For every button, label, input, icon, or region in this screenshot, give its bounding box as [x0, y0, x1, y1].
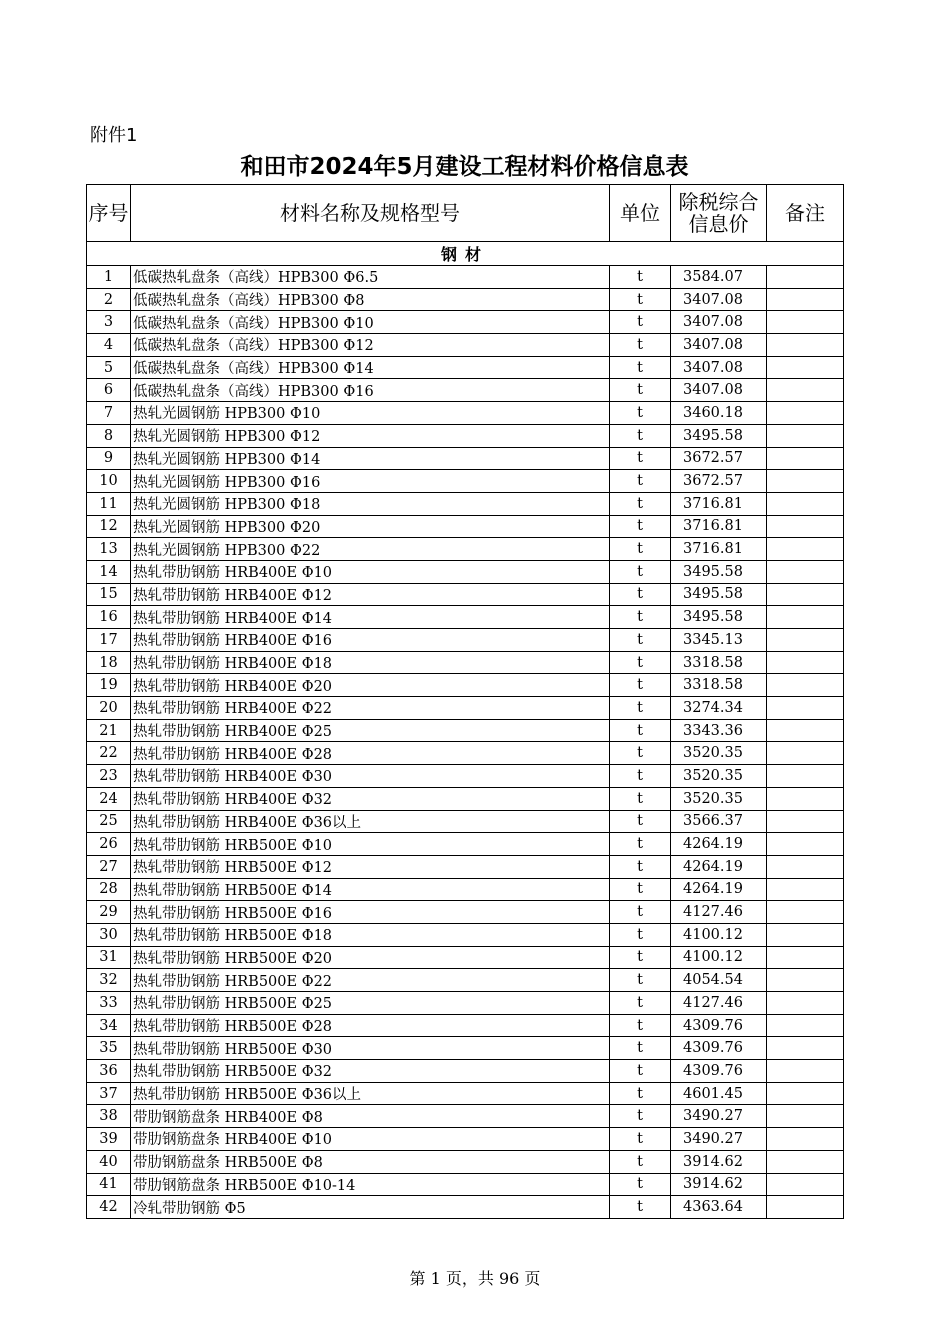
cell-no: 42 [87, 1196, 131, 1219]
cell-note [767, 1037, 844, 1060]
cell-no: 31 [87, 946, 131, 969]
cell-no: 2 [87, 288, 131, 311]
cell-price: 3914.62 [671, 1173, 767, 1196]
cell-unit: t [610, 719, 671, 742]
cell-unit: t [610, 379, 671, 402]
cell-name: 热轧光圆钢筋 HPB300 Φ12 [131, 424, 610, 447]
cell-name: 热轧光圆钢筋 HPB300 Φ16 [131, 470, 610, 493]
cell-unit: t [610, 833, 671, 856]
cell-unit: t [610, 1196, 671, 1219]
cell-unit: t [610, 606, 671, 629]
cell-unit: t [610, 356, 671, 379]
cell-name: 带肋钢筋盘条 HRB500E Φ10-14 [131, 1173, 610, 1196]
cell-note [767, 560, 844, 583]
table-row [87, 515, 844, 538]
cell-price: 3495.58 [671, 583, 767, 606]
cell-price: 3407.08 [671, 356, 767, 379]
cell-name: 热轧光圆钢筋 HPB300 Φ22 [131, 538, 610, 561]
cell-note [767, 629, 844, 652]
cell-unit: t [610, 1128, 671, 1151]
table-row [87, 560, 844, 583]
cell-name: 带肋钢筋盘条 HRB500E Φ8 [131, 1150, 610, 1173]
cell-price: 4127.46 [671, 901, 767, 924]
cell-note [767, 901, 844, 924]
cell-note [767, 1196, 844, 1219]
table-row [87, 946, 844, 969]
cell-note [767, 424, 844, 447]
cell-name: 热轧光圆钢筋 HPB300 Φ14 [131, 447, 610, 470]
cell-name: 热轧带肋钢筋 HRB500E Φ22 [131, 969, 610, 992]
header-note: 备注 [767, 185, 844, 242]
cell-unit: t [610, 538, 671, 561]
cell-no: 38 [87, 1105, 131, 1128]
cell-unit: t [610, 583, 671, 606]
cell-note [767, 742, 844, 765]
table-row [87, 969, 844, 992]
cell-no: 14 [87, 560, 131, 583]
cell-name: 热轧带肋钢筋 HRB500E Φ20 [131, 946, 610, 969]
cell-note [767, 833, 844, 856]
cell-name: 热轧光圆钢筋 HPB300 Φ18 [131, 492, 610, 515]
cell-no: 28 [87, 878, 131, 901]
cell-no: 30 [87, 923, 131, 946]
cell-no: 19 [87, 674, 131, 697]
cell-note [767, 1082, 844, 1105]
cell-name: 低碳热轧盘条（高线）HPB300 Φ12 [131, 334, 610, 357]
cell-price: 3495.58 [671, 560, 767, 583]
cell-name: 热轧带肋钢筋 HRB500E Φ32 [131, 1060, 610, 1083]
cell-note [767, 878, 844, 901]
cell-note [767, 855, 844, 878]
cell-name: 热轧带肋钢筋 HRB400E Φ10 [131, 560, 610, 583]
cell-unit: t [610, 492, 671, 515]
cell-note [767, 288, 844, 311]
cell-note [767, 1060, 844, 1083]
cell-name: 低碳热轧盘条（高线）HPB300 Φ16 [131, 379, 610, 402]
cell-price: 3274.34 [671, 697, 767, 720]
cell-note [767, 606, 844, 629]
cell-price: 3495.58 [671, 424, 767, 447]
cell-price: 4601.45 [671, 1082, 767, 1105]
table-row [87, 787, 844, 810]
cell-price: 3407.08 [671, 288, 767, 311]
cell-unit: t [610, 470, 671, 493]
cell-unit: t [610, 810, 671, 833]
cell-note [767, 651, 844, 674]
cell-unit: t [610, 765, 671, 788]
table-row [87, 674, 844, 697]
table-row [87, 810, 844, 833]
table-row [87, 470, 844, 493]
cell-name: 热轧带肋钢筋 HRB400E Φ22 [131, 697, 610, 720]
cell-price: 3566.37 [671, 810, 767, 833]
cell-no: 41 [87, 1173, 131, 1196]
cell-unit: t [610, 878, 671, 901]
table-row [87, 583, 844, 606]
cell-no: 8 [87, 424, 131, 447]
attachment-label: 附件1 [90, 125, 138, 146]
cell-price: 3520.35 [671, 765, 767, 788]
cell-name: 热轧带肋钢筋 HRB400E Φ28 [131, 742, 610, 765]
cell-note [767, 674, 844, 697]
table-row [87, 697, 844, 720]
cell-no: 37 [87, 1082, 131, 1105]
cell-unit: t [610, 560, 671, 583]
cell-unit: t [610, 424, 671, 447]
table-row [87, 651, 844, 674]
cell-price: 4309.76 [671, 1037, 767, 1060]
cell-price: 4264.19 [671, 833, 767, 856]
cell-no: 23 [87, 765, 131, 788]
cell-no: 29 [87, 901, 131, 924]
cell-unit: t [610, 1173, 671, 1196]
cell-no: 27 [87, 855, 131, 878]
cell-unit: t [610, 1060, 671, 1083]
cell-note [767, 492, 844, 515]
cell-name: 热轧光圆钢筋 HPB300 Φ10 [131, 402, 610, 425]
cell-price: 3490.27 [671, 1128, 767, 1151]
cell-price: 3407.08 [671, 311, 767, 334]
cell-note [767, 356, 844, 379]
cell-unit: t [610, 402, 671, 425]
cell-note [767, 765, 844, 788]
cell-name: 冷轧带肋钢筋 Φ5 [131, 1196, 610, 1219]
cell-unit: t [610, 651, 671, 674]
table-row [87, 1037, 844, 1060]
table-row [87, 719, 844, 742]
cell-unit: t [610, 1150, 671, 1173]
cell-unit: t [610, 946, 671, 969]
cell-unit: t [610, 311, 671, 334]
cell-unit: t [610, 288, 671, 311]
cell-name: 热轧带肋钢筋 HRB500E Φ36以上 [131, 1082, 610, 1105]
cell-unit: t [610, 923, 671, 946]
table-row [87, 1082, 844, 1105]
table-row [87, 379, 844, 402]
cell-note [767, 946, 844, 969]
cell-no: 24 [87, 787, 131, 810]
cell-no: 10 [87, 470, 131, 493]
cell-name: 热轧带肋钢筋 HRB400E Φ16 [131, 629, 610, 652]
cell-unit: t [610, 855, 671, 878]
cell-note [767, 447, 844, 470]
table-row [87, 855, 844, 878]
table-row [87, 742, 844, 765]
cell-no: 40 [87, 1150, 131, 1173]
cell-no: 6 [87, 379, 131, 402]
cell-no: 21 [87, 719, 131, 742]
cell-unit: t [610, 515, 671, 538]
cell-note [767, 583, 844, 606]
cell-no: 33 [87, 992, 131, 1015]
cell-price: 4264.19 [671, 878, 767, 901]
cell-no: 3 [87, 311, 131, 334]
cell-note [767, 787, 844, 810]
cell-no: 36 [87, 1060, 131, 1083]
cell-name: 热轧带肋钢筋 HRB400E Φ18 [131, 651, 610, 674]
table-header-row [87, 185, 844, 242]
cell-price: 4264.19 [671, 855, 767, 878]
cell-note [767, 1128, 844, 1151]
cell-name: 低碳热轧盘条（高线）HPB300 Φ14 [131, 356, 610, 379]
cell-price: 3318.58 [671, 651, 767, 674]
page-footer: 第 1 页，共 96 页 [409, 1269, 541, 1288]
cell-name: 热轧带肋钢筋 HRB500E Φ25 [131, 992, 610, 1015]
cell-no: 16 [87, 606, 131, 629]
cell-no: 15 [87, 583, 131, 606]
cell-unit: t [610, 787, 671, 810]
cell-note [767, 969, 844, 992]
cell-note [767, 1150, 844, 1173]
cell-price: 3407.08 [671, 334, 767, 357]
cell-unit: t [610, 266, 671, 289]
cell-name: 热轧带肋钢筋 HRB400E Φ36以上 [131, 810, 610, 833]
cell-unit: t [610, 1014, 671, 1037]
cell-note [767, 334, 844, 357]
cell-price: 4363.64 [671, 1196, 767, 1219]
page-title: 和田市2024年5月建设工程材料价格信息表 [240, 154, 689, 180]
cell-unit: t [610, 1082, 671, 1105]
cell-price: 3490.27 [671, 1105, 767, 1128]
table-row [87, 1060, 844, 1083]
cell-no: 12 [87, 515, 131, 538]
cell-no: 5 [87, 356, 131, 379]
cell-note [767, 1105, 844, 1128]
header-no: 序号 [87, 185, 131, 242]
cell-name: 热轧光圆钢筋 HPB300 Φ20 [131, 515, 610, 538]
cell-price: 3584.07 [671, 266, 767, 289]
cell-note [767, 311, 844, 334]
cell-name: 热轧带肋钢筋 HRB400E Φ25 [131, 719, 610, 742]
cell-name: 热轧带肋钢筋 HRB400E Φ12 [131, 583, 610, 606]
table-row [87, 424, 844, 447]
cell-unit: t [610, 674, 671, 697]
cell-no: 11 [87, 492, 131, 515]
cell-unit: t [610, 992, 671, 1015]
cell-price: 3495.58 [671, 606, 767, 629]
table-row [87, 833, 844, 856]
cell-no: 35 [87, 1037, 131, 1060]
table-row [87, 334, 844, 357]
cell-unit: t [610, 969, 671, 992]
table-row [87, 402, 844, 425]
table-row [87, 266, 844, 289]
table-row [87, 288, 844, 311]
cell-name: 热轧带肋钢筋 HRB500E Φ30 [131, 1037, 610, 1060]
table-row [87, 923, 844, 946]
cell-no: 4 [87, 334, 131, 357]
cell-note [767, 719, 844, 742]
cell-note [767, 1014, 844, 1037]
cell-note [767, 402, 844, 425]
cell-price: 3343.36 [671, 719, 767, 742]
cell-unit: t [610, 334, 671, 357]
cell-no: 25 [87, 810, 131, 833]
cell-price: 4309.76 [671, 1060, 767, 1083]
table-row [87, 1128, 844, 1151]
cell-note [767, 697, 844, 720]
table-row [87, 901, 844, 924]
cell-price: 3716.81 [671, 515, 767, 538]
cell-price: 4054.54 [671, 969, 767, 992]
cell-price: 3672.57 [671, 447, 767, 470]
cell-no: 18 [87, 651, 131, 674]
cell-name: 热轧带肋钢筋 HRB500E Φ14 [131, 878, 610, 901]
cell-no: 9 [87, 447, 131, 470]
cell-price: 4100.12 [671, 946, 767, 969]
header-price: 除税综合信息价 [671, 185, 767, 242]
header-name: 材料名称及规格型号 [131, 185, 610, 242]
cell-price: 4127.46 [671, 992, 767, 1015]
cell-price: 3672.57 [671, 470, 767, 493]
cell-unit: t [610, 901, 671, 924]
table-row [87, 1105, 844, 1128]
cell-no: 32 [87, 969, 131, 992]
cell-price: 3914.62 [671, 1150, 767, 1173]
cell-note [767, 266, 844, 289]
cell-note [767, 515, 844, 538]
cell-price: 3345.13 [671, 629, 767, 652]
table-row [87, 629, 844, 652]
cell-price: 3520.35 [671, 742, 767, 765]
table-row [87, 878, 844, 901]
cell-unit: t [610, 447, 671, 470]
cell-note [767, 379, 844, 402]
table-row [87, 1150, 844, 1173]
cell-no: 39 [87, 1128, 131, 1151]
cell-note [767, 470, 844, 493]
cell-unit: t [610, 1037, 671, 1060]
cell-no: 7 [87, 402, 131, 425]
cell-name: 热轧带肋钢筋 HRB500E Φ18 [131, 923, 610, 946]
cell-name: 低碳热轧盘条（高线）HPB300 Φ8 [131, 288, 610, 311]
table-row [87, 447, 844, 470]
price-table [86, 184, 844, 1219]
cell-note [767, 1173, 844, 1196]
cell-no: 26 [87, 833, 131, 856]
cell-price: 4100.12 [671, 923, 767, 946]
table-row [87, 492, 844, 515]
table-row [87, 538, 844, 561]
cell-no: 13 [87, 538, 131, 561]
cell-no: 22 [87, 742, 131, 765]
cell-name: 热轧带肋钢筋 HRB400E Φ20 [131, 674, 610, 697]
cell-name: 热轧带肋钢筋 HRB400E Φ14 [131, 606, 610, 629]
cell-name: 热轧带肋钢筋 HRB500E Φ10 [131, 833, 610, 856]
section-title: 钢材 [87, 242, 844, 266]
cell-name: 带肋钢筋盘条 HRB400E Φ10 [131, 1128, 610, 1151]
cell-note [767, 923, 844, 946]
table-row [87, 1173, 844, 1196]
section-row [87, 242, 844, 266]
cell-note [767, 538, 844, 561]
cell-name: 低碳热轧盘条（高线）HPB300 Φ6.5 [131, 266, 610, 289]
cell-name: 热轧带肋钢筋 HRB400E Φ30 [131, 765, 610, 788]
table-row [87, 606, 844, 629]
cell-no: 34 [87, 1014, 131, 1037]
cell-no: 17 [87, 629, 131, 652]
table-row [87, 1014, 844, 1037]
table-row [87, 311, 844, 334]
cell-unit: t [610, 742, 671, 765]
cell-no: 1 [87, 266, 131, 289]
cell-note [767, 810, 844, 833]
cell-name: 热轧带肋钢筋 HRB400E Φ32 [131, 787, 610, 810]
cell-name: 热轧带肋钢筋 HRB500E Φ16 [131, 901, 610, 924]
table-body [87, 242, 844, 1219]
table-row [87, 356, 844, 379]
cell-name: 热轧带肋钢筋 HRB500E Φ12 [131, 855, 610, 878]
cell-price: 4309.76 [671, 1014, 767, 1037]
header-unit: 单位 [610, 185, 671, 242]
cell-price: 3407.08 [671, 379, 767, 402]
cell-name: 带肋钢筋盘条 HRB400E Φ8 [131, 1105, 610, 1128]
cell-price: 3520.35 [671, 787, 767, 810]
cell-price: 3318.58 [671, 674, 767, 697]
cell-price: 3460.18 [671, 402, 767, 425]
cell-price: 3716.81 [671, 538, 767, 561]
cell-price: 3716.81 [671, 492, 767, 515]
table-row [87, 765, 844, 788]
cell-unit: t [610, 1105, 671, 1128]
table-row [87, 992, 844, 1015]
cell-name: 低碳热轧盘条（高线）HPB300 Φ10 [131, 311, 610, 334]
cell-unit: t [610, 697, 671, 720]
cell-no: 20 [87, 697, 131, 720]
cell-note [767, 992, 844, 1015]
cell-name: 热轧带肋钢筋 HRB500E Φ28 [131, 1014, 610, 1037]
cell-unit: t [610, 629, 671, 652]
table-row [87, 1196, 844, 1219]
